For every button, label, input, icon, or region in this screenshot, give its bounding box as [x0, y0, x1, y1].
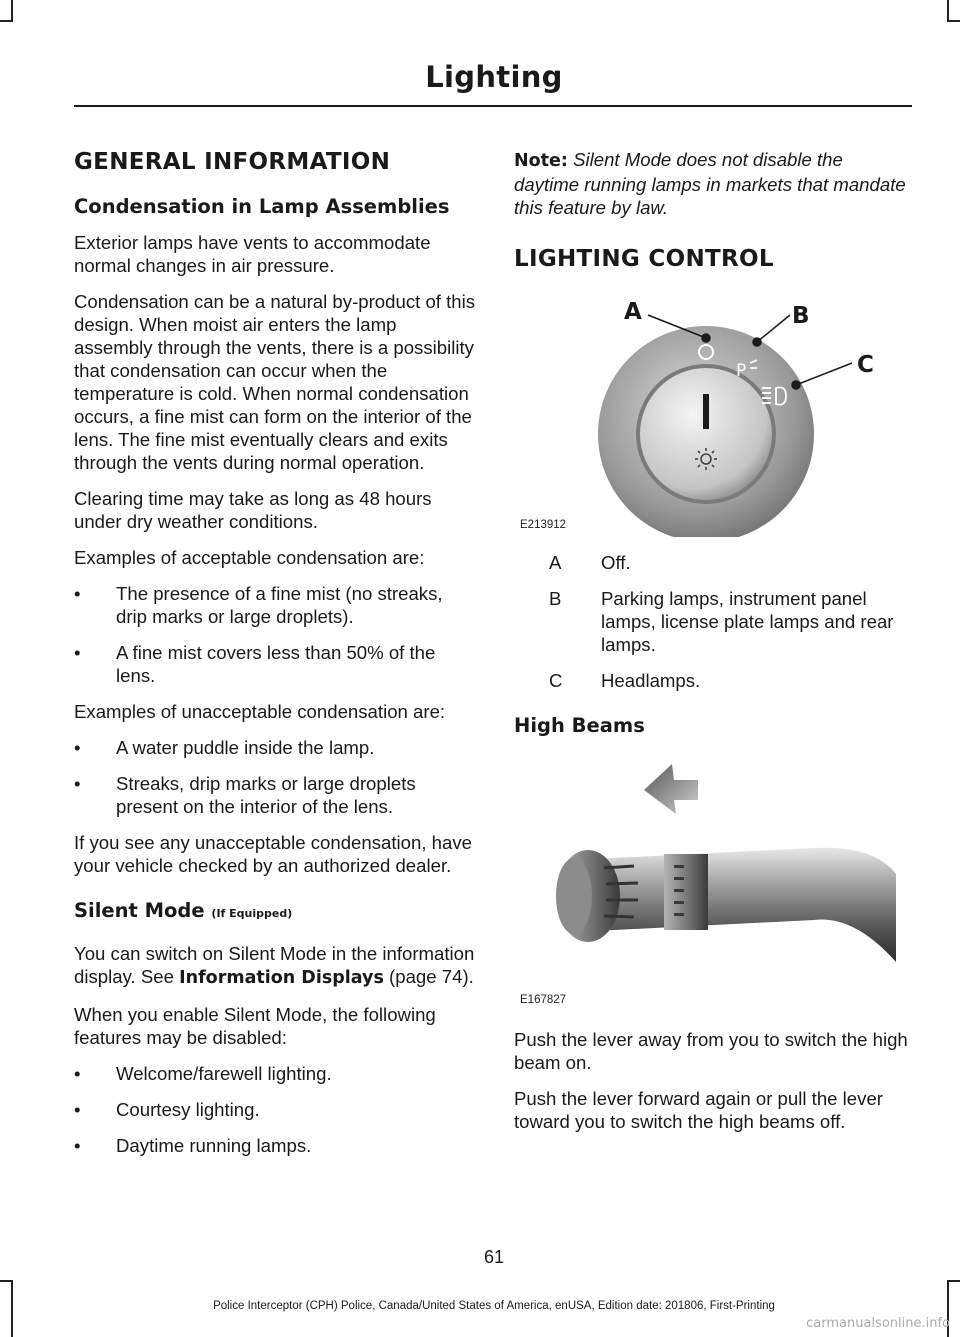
headlamp-switch-illustration	[514, 287, 912, 537]
right-column	[514, 148, 912, 1146]
note-paragraph	[514, 148, 912, 219]
unacceptable-intro: Examples of unacceptable condensation are:	[74, 701, 446, 722]
definition-row	[514, 551, 912, 574]
definition-text: Off.	[601, 552, 631, 573]
silent-mode-heading	[74, 899, 476, 926]
high-beams-figure	[514, 750, 912, 1012]
list-item	[74, 641, 476, 687]
callout-label-b: B	[792, 303, 810, 329]
list-item-text: Welcome/farewell lighting.	[116, 1063, 332, 1084]
definition-row	[514, 587, 912, 656]
bullet: •	[74, 642, 81, 663]
bullet: •	[74, 773, 81, 794]
left-column	[74, 148, 476, 1170]
definition-letter: A	[549, 552, 562, 573]
definition-letter: C	[549, 670, 563, 691]
list-item	[74, 736, 476, 759]
bullet: •	[74, 1099, 81, 1120]
general-information-heading: GENERAL INFORMATION	[74, 149, 391, 175]
header-divider	[74, 105, 912, 107]
high-beam-on-paragraph: Push the lever away from you to switch the high beam on.	[514, 1029, 908, 1073]
callout-label-c: C	[857, 352, 874, 378]
crop-mark-bottom-right-h	[947, 1280, 960, 1282]
figure-code: E213912	[520, 519, 567, 531]
list-item	[74, 1134, 476, 1157]
bullet: •	[74, 1135, 81, 1156]
list-item-text: Courtesy lighting.	[116, 1099, 260, 1120]
page-number: 61	[483, 1247, 505, 1267]
silent-mode-text: You can switch on Silent Mode in the information display. See	[74, 943, 475, 987]
high-beam-off-paragraph: Push the lever forward again or pull the lever toward you to switch the high beams off.	[514, 1088, 883, 1132]
list-item	[74, 1098, 476, 1121]
bullet: •	[74, 1063, 81, 1084]
if-equipped-tag: (If Equipped)	[211, 907, 293, 920]
list-item-text: A fine mist covers less than 50% of the lens.	[116, 642, 436, 686]
definition-text: Parking lamps, instrument panel lamps, license plate lamps and rear lamps.	[601, 588, 894, 655]
watermark: carmanualsonline.info	[806, 1316, 950, 1331]
crop-mark-top-left-h	[0, 20, 13, 22]
list-item-text: A water puddle inside the lamp.	[116, 737, 375, 758]
note-label: Note:	[514, 151, 568, 171]
definition-letter: B	[549, 588, 562, 609]
lever-knob-cap	[556, 858, 592, 934]
list-item-text: Daytime running lamps.	[116, 1135, 312, 1156]
edition-footer: Police Interceptor (CPH) Police, Canada/United States of America, enUSA, Edition date: 201806, First-Printing	[213, 1300, 775, 1312]
silent-mode-paragraph	[74, 942, 476, 990]
condensation-heading: Condensation in Lamp Assemblies	[74, 195, 450, 218]
lever-ring	[664, 854, 708, 930]
high-beams-heading: High Beams	[514, 714, 645, 737]
lever-stalk[interactable]	[574, 848, 896, 962]
dealer-paragraph: If you see any unacceptable condensation, have your vehicle checked by an authorized dealer.	[74, 832, 472, 876]
bullet: •	[74, 583, 81, 604]
lighting-control-figure	[514, 287, 912, 537]
parking-lamp-icon: P	[736, 361, 747, 381]
crop-mark-top-right-h	[947, 20, 960, 22]
page-reference: (page 74).	[383, 966, 474, 987]
dial-knob[interactable]	[640, 368, 772, 500]
list-item	[74, 772, 476, 818]
headlamp-lever-illustration	[514, 750, 912, 1012]
crop-mark-bottom-left-h	[0, 1280, 13, 1282]
list-item	[74, 1062, 476, 1085]
definition-text: Headlamps.	[601, 670, 701, 691]
dial-indicator	[703, 394, 709, 429]
note-text: Silent Mode does not disable the daytime running lamps in markets that mandate this feature by law.	[514, 149, 906, 218]
crop-mark-top-left-v	[11, 0, 13, 20]
bullet: •	[74, 737, 81, 758]
acceptable-intro: Examples of acceptable condensation are:	[74, 547, 425, 568]
silent-disable-intro: When you enable Silent Mode, the following features may be disabled:	[74, 1004, 436, 1048]
condensation-paragraph: Condensation can be a natural by-product of this design. When moist air enters the lamp assembly through the vents, there is a possibility that condensation can occur when the temperature is cold. When normal condensation occurs, a fine mist can form on the interior of the lens. The fine mist eventually clears and exits through the vents during normal operation.	[74, 291, 476, 473]
vents-paragraph: Exterior lamps have vents to accommodate normal changes in air pressure.	[74, 232, 431, 276]
silent-mode-title: Silent Mode	[74, 899, 205, 922]
clearing-time-paragraph: Clearing time may take as long as 48 hours under dry weather conditions.	[74, 488, 432, 532]
information-displays-link[interactable]: Information Displays	[179, 968, 384, 988]
callout-label-a: A	[624, 299, 642, 325]
lighting-control-heading: LIGHTING CONTROL	[514, 246, 774, 272]
push-arrow-icon	[644, 764, 698, 814]
list-item	[74, 582, 476, 628]
figure-code: E167827	[520, 994, 567, 1006]
definition-row	[514, 669, 912, 692]
list-item-text: Streaks, drip marks or large droplets present on the interior of the lens.	[116, 773, 416, 817]
page-header-title: Lighting	[425, 60, 563, 94]
crop-mark-top-right-v	[947, 0, 949, 20]
list-item-text: The presence of a fine mist (no streaks, drip marks or large droplets).	[116, 583, 443, 627]
